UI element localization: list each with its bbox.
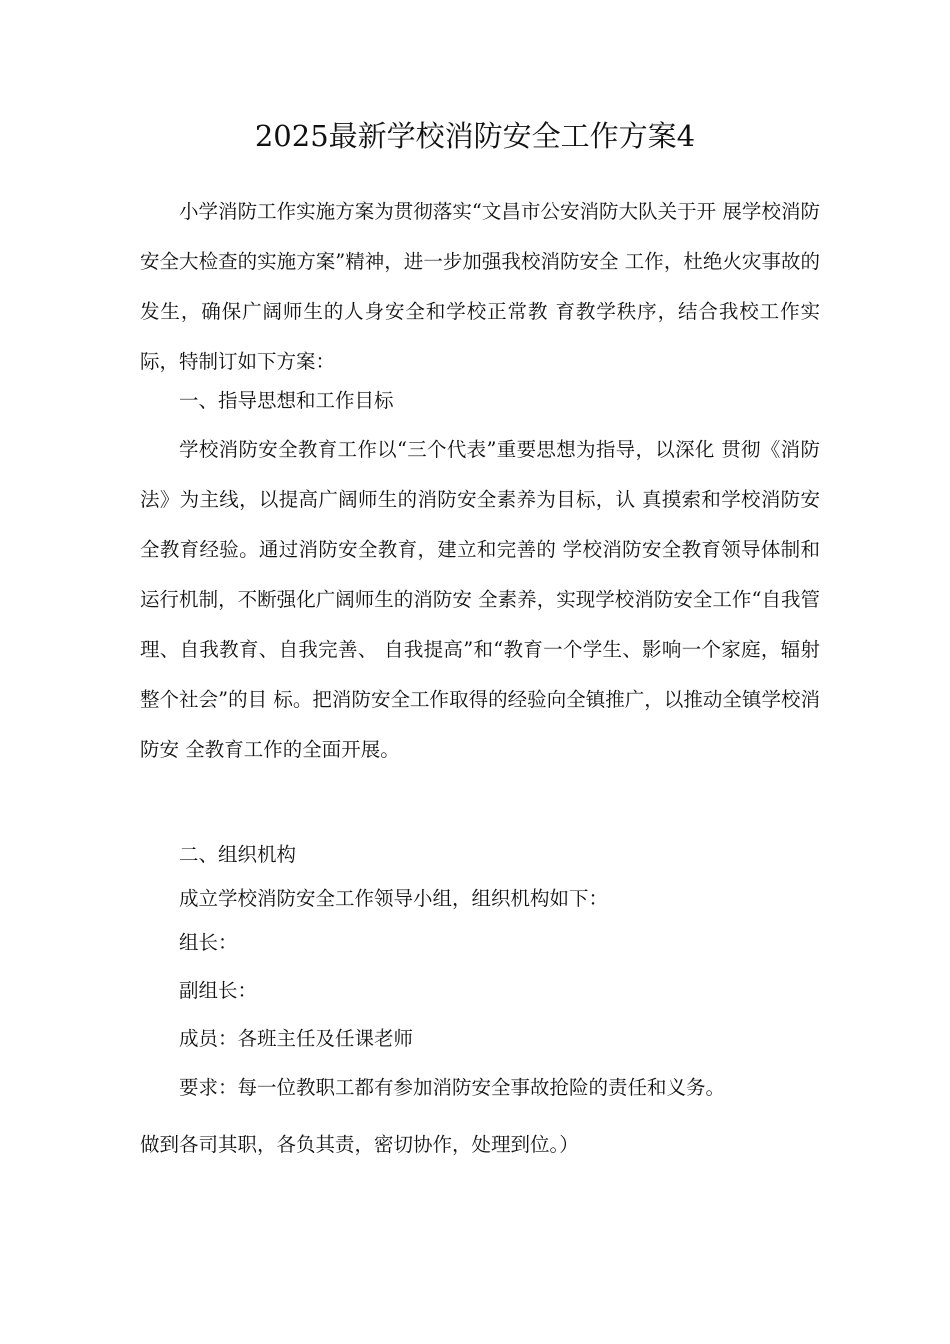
deputy-leader-line: 副组长： <box>179 979 258 1002</box>
section-heading-guiding-principles: 一、指导思想和工作目标 <box>179 389 394 412</box>
section-heading-organization: 二、组织机构 <box>179 843 297 866</box>
requirement-line: 要求：每一位教职工都有参加消防安全事故抢险的责任和义务。 <box>179 1076 726 1099</box>
intro-paragraph: 小学消防工作实施方案为贯彻落实“文昌市公安消防大队关于开 展学校消防安全大检查的实施方案”精神，进一步加强我校消防安全 工作，杜绝火灾事故的发生，确保广阔师生的人身安全和学校正常教 育教学秩序，结合我校工作实际，特制订如下方案： <box>140 200 820 373</box>
document-title: 2025最新学校消防安全工作方案4 <box>254 119 696 153</box>
section-body-guiding-principles: 学校消防安全教育工作以“三个代表”重要思想为指导，以深化 贯彻《消防法》为主线，以提高广阔师生的消防安全素养为目标，认 真摸索和学校消防安全教育经验。通过消防安全教育，建立和完善的 学校消防安全教育领导体制和运行机制，不断强化广阔师生的消防安 全素养，实现学校消防安全工作“自我管理、自我教育、自我完善、 自我提高”和“教育一个学生、影响一个家庭，辐射整个社会”的目 标。把消防安全工作取得的经验向全镇推广，以推动全镇学校消防安 全教育工作的全面开展。 <box>140 438 820 761</box>
members-line: 成员：各班主任及任课老师 <box>179 1027 414 1050</box>
closing-line: 做到各司其职，各负其责，密切协作，处理到位。） <box>140 1133 579 1156</box>
leader-line: 组长： <box>179 931 238 954</box>
org-intro-line: 成立学校消防安全工作领导小组，组织机构如下： <box>179 887 609 910</box>
